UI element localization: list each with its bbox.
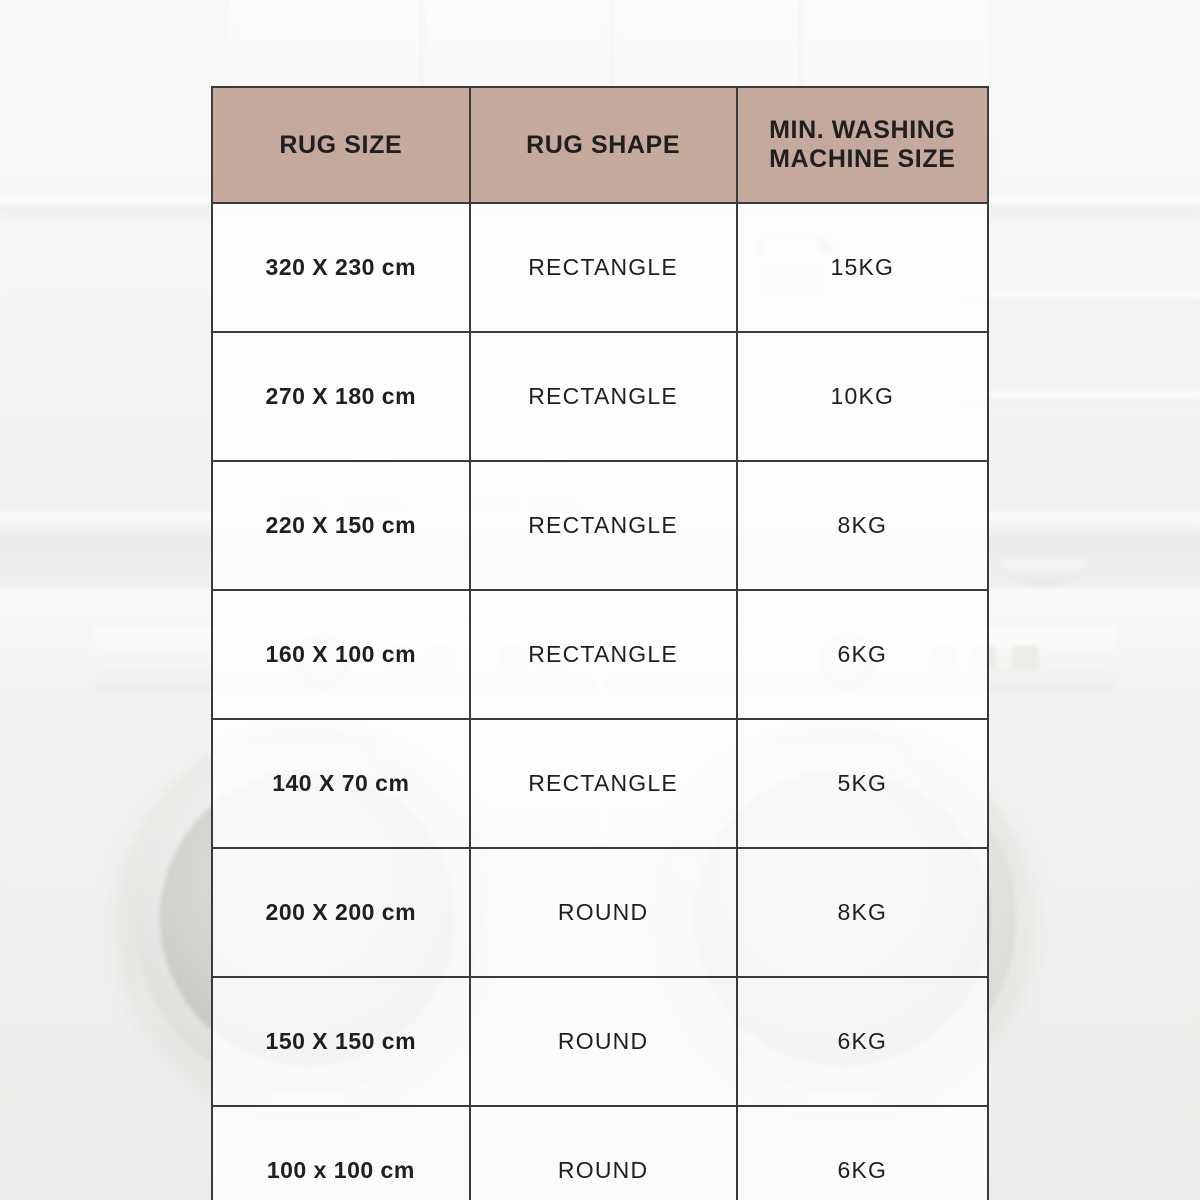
table-row xyxy=(212,203,988,332)
cell-rug-shape: RECTANGLE xyxy=(470,461,737,590)
table-row xyxy=(212,461,988,590)
cell-rug-size: 200 X 200 cm xyxy=(212,848,470,977)
cell-rug-size: 220 X 150 cm xyxy=(212,461,470,590)
table-row xyxy=(212,590,988,719)
table-row xyxy=(212,977,988,1106)
cell-machine-size: 8KG xyxy=(737,848,988,977)
cell-rug-size: 140 X 70 cm xyxy=(212,719,470,848)
cell-rug-shape: ROUND xyxy=(470,1106,737,1200)
rug-size-table-container xyxy=(211,86,989,1200)
rug-size-table xyxy=(211,86,989,1200)
table-row xyxy=(212,848,988,977)
table-header xyxy=(212,87,988,203)
table-row xyxy=(212,719,988,848)
cell-machine-size: 15KG xyxy=(737,203,988,332)
column-header-min-washing-machine-size: MIN. WASHING MACHINE SIZE xyxy=(737,87,988,203)
cell-rug-shape: ROUND xyxy=(470,848,737,977)
cell-rug-size: 320 X 230 cm xyxy=(212,203,470,332)
cell-rug-shape: RECTANGLE xyxy=(470,590,737,719)
table-row xyxy=(212,1106,988,1200)
table-row xyxy=(212,332,988,461)
cell-machine-size: 8KG xyxy=(737,461,988,590)
column-header-rug-size: RUG SIZE xyxy=(212,87,470,203)
cell-rug-shape: ROUND xyxy=(470,977,737,1106)
cell-rug-size: 150 X 150 cm xyxy=(212,977,470,1106)
table-header-row xyxy=(212,87,988,203)
cell-machine-size: 6KG xyxy=(737,590,988,719)
table-body xyxy=(212,203,988,1200)
cell-rug-shape: RECTANGLE xyxy=(470,203,737,332)
cell-machine-size: 6KG xyxy=(737,977,988,1106)
column-header-rug-shape: RUG SHAPE xyxy=(470,87,737,203)
cell-rug-size: 160 X 100 cm xyxy=(212,590,470,719)
cell-rug-size: 100 x 100 cm xyxy=(212,1106,470,1200)
cell-machine-size: 10KG xyxy=(737,332,988,461)
cell-rug-shape: RECTANGLE xyxy=(470,332,737,461)
cell-rug-shape: RECTANGLE xyxy=(470,719,737,848)
cell-machine-size: 6KG xyxy=(737,1106,988,1200)
cell-rug-size: 270 X 180 cm xyxy=(212,332,470,461)
cell-machine-size: 5KG xyxy=(737,719,988,848)
